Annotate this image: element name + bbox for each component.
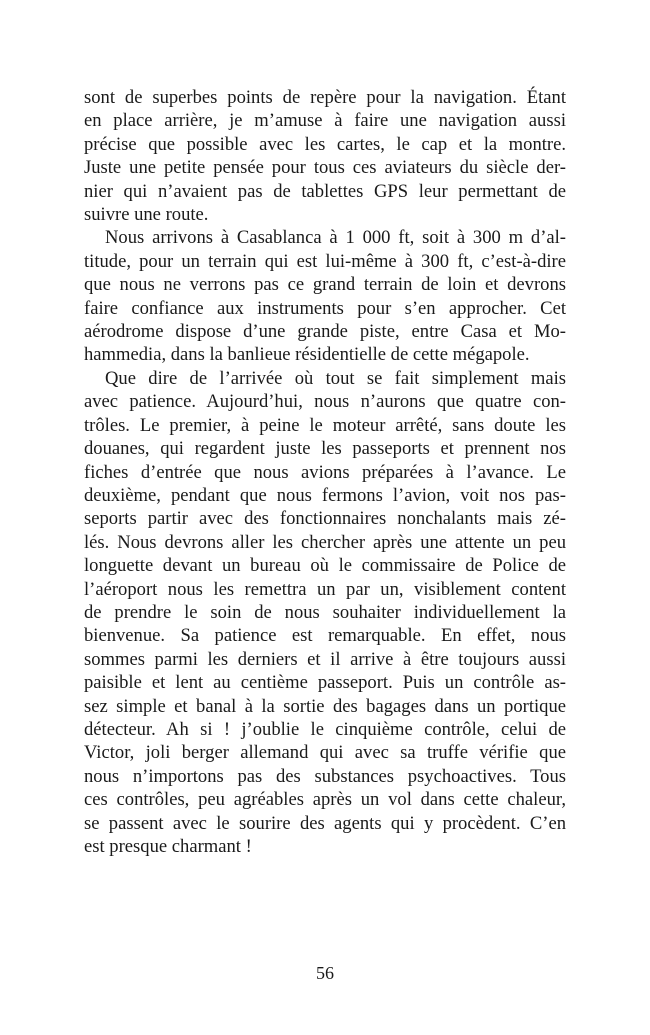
text-line: nier qui n’avaient pas de tablettes GPS leur permettant de	[84, 180, 566, 202]
paragraph-1	[84, 86, 566, 226]
text-line: l’aéroport nous les remettra un par un, visiblement content	[84, 578, 566, 600]
text-line: paisible et lent au centième passeport. Puis un contrôle as-	[84, 672, 566, 694]
text-line: est presque charmant !	[84, 836, 252, 857]
text-line: Que dire de l’arrivée où tout se fait simplement mais	[105, 367, 566, 389]
text-line: de prendre le soin de nous souhaiter individuellement la	[84, 601, 566, 623]
text-line: ces contrôles, peu agréables après un vol dans cette chaleur,	[84, 789, 566, 811]
text-line: longuette devant un bureau où le commissaire de Police de	[84, 555, 566, 577]
page-number: 56	[316, 963, 334, 983]
text-line: faire confiance aux instruments pour s’en approcher. Cet	[84, 297, 566, 319]
text-line: bienvenue. Sa patience est remarquable. En effet, nous	[84, 625, 566, 647]
text-line: douanes, qui regardent juste les passeports et prennent nos	[84, 438, 566, 460]
text-line: précise que possible avec les cartes, le cap et la montre.	[84, 133, 566, 155]
book-page-body	[84, 86, 566, 858]
text-line: deuxième, pendant que nous fermons l’avion, voit nos pas-	[84, 484, 566, 506]
text-line: sont de superbes points de repère pour la navigation. Étant	[84, 87, 566, 108]
text-line: sez simple et banal à la sortie des bagages dans un portique	[84, 695, 566, 717]
text-line: seports partir avec des fonctionnaires nonchalants mais zé-	[84, 508, 566, 530]
text-line: nous n’importons pas des substances psychoactives. Tous	[84, 765, 566, 787]
text-line: se passent avec le sourire des agents qui y procèdent. C’en	[84, 812, 566, 834]
paragraph-2	[84, 226, 566, 366]
text-line: en place arrière, je m’amuse à faire une navigation aussi	[84, 110, 566, 132]
text-line: trôles. Le premier, à peine le moteur arrêté, sans doute les	[84, 414, 566, 436]
text-line: hammedia, dans la banlieue résidentielle de cette mégapole.	[84, 344, 530, 366]
text-line: suivre une route.	[84, 204, 209, 226]
paragraph-3	[84, 367, 566, 859]
text-line: que nous ne verrons pas ce grand terrain de loin et devrons	[84, 274, 566, 296]
text-line: détecteur. Ah si ! j’oublie le cinquième contrôle, celui de	[84, 718, 566, 740]
text-line: Nous arrivons à Casablanca à 1 000 ft, soit à 300 m d’al-	[105, 227, 566, 249]
text-line: sommes parmi les derniers et il arrive à être toujours aussi	[84, 648, 566, 670]
text-line: fiches d’entrée que nous avions préparées à l’avance. Le	[84, 461, 566, 483]
text-line: titude, pour un terrain qui est lui-même à 300 ft, c’est-à-dire	[84, 250, 566, 272]
text-line: lés. Nous devrons aller les chercher après une attente un peu	[84, 531, 566, 553]
text-line: Juste une petite pensée pour tous ces aviateurs du siècle der-	[84, 157, 566, 179]
text-line: Victor, joli berger allemand qui avec sa truffe vérifie que	[84, 742, 566, 764]
text-line: aérodrome dispose d’une grande piste, entre Casa et Mo-	[84, 321, 566, 343]
text-line: avec patience. Aujourd’hui, nous n’aurons que quatre con-	[84, 391, 566, 413]
